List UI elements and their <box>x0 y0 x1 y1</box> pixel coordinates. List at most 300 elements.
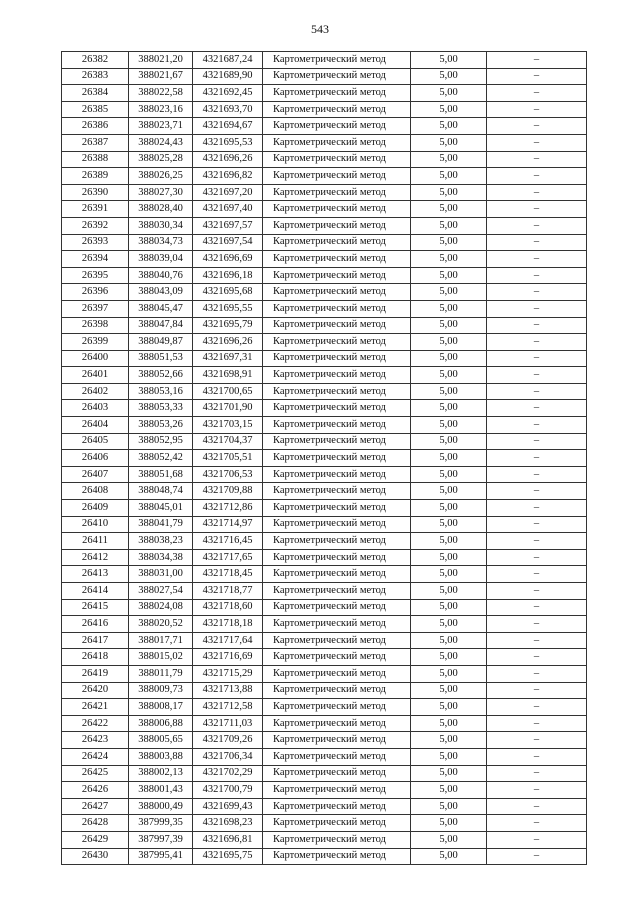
point-number-cell: 26407 <box>62 466 129 483</box>
precision-cell: 5,00 <box>411 715 487 732</box>
x-coordinate-cell: 388021,67 <box>129 68 193 85</box>
point-number-cell: 26404 <box>62 417 129 434</box>
description-cell: – <box>487 583 587 600</box>
point-number-cell: 26396 <box>62 284 129 301</box>
description-cell: – <box>487 798 587 815</box>
x-coordinate-cell: 388024,43 <box>129 134 193 151</box>
table-row <box>62 134 587 151</box>
point-number-cell: 26398 <box>62 317 129 334</box>
point-number-cell: 26391 <box>62 201 129 218</box>
x-coordinate-cell: 388020,52 <box>129 616 193 633</box>
description-cell: – <box>487 748 587 765</box>
table-row <box>62 466 587 483</box>
precision-cell: 5,00 <box>411 831 487 848</box>
precision-cell: 5,00 <box>411 765 487 782</box>
table-row <box>62 184 587 201</box>
y-coordinate-cell: 4321699,43 <box>193 798 263 815</box>
method-cell: Картометрический метод <box>263 748 411 765</box>
y-coordinate-cell: 4321693,70 <box>193 101 263 118</box>
table-row <box>62 599 587 616</box>
precision-cell: 5,00 <box>411 516 487 533</box>
table-row <box>62 831 587 848</box>
table-row <box>62 52 587 69</box>
point-number-cell: 26415 <box>62 599 129 616</box>
table-row <box>62 665 587 682</box>
precision-cell: 5,00 <box>411 533 487 550</box>
table-row <box>62 367 587 384</box>
y-coordinate-cell: 4321696,26 <box>193 151 263 168</box>
method-cell: Картометрический метод <box>263 134 411 151</box>
y-coordinate-cell: 4321701,90 <box>193 400 263 417</box>
description-cell: – <box>487 616 587 633</box>
description-cell: – <box>487 450 587 467</box>
x-coordinate-cell: 388052,42 <box>129 450 193 467</box>
description-cell: – <box>487 383 587 400</box>
x-coordinate-cell: 388011,79 <box>129 665 193 682</box>
x-coordinate-cell: 388002,13 <box>129 765 193 782</box>
x-coordinate-cell: 388023,71 <box>129 118 193 135</box>
description-cell: – <box>487 201 587 218</box>
point-number-cell: 26420 <box>62 682 129 699</box>
point-number-cell: 26393 <box>62 234 129 251</box>
description-cell: – <box>487 599 587 616</box>
y-coordinate-cell: 4321718,18 <box>193 616 263 633</box>
table-row <box>62 765 587 782</box>
y-coordinate-cell: 4321697,54 <box>193 234 263 251</box>
table-row <box>62 848 587 865</box>
precision-cell: 5,00 <box>411 52 487 69</box>
point-number-cell: 26410 <box>62 516 129 533</box>
description-cell: – <box>487 184 587 201</box>
y-coordinate-cell: 4321700,79 <box>193 782 263 799</box>
precision-cell: 5,00 <box>411 665 487 682</box>
y-coordinate-cell: 4321717,64 <box>193 632 263 649</box>
x-coordinate-cell: 388030,34 <box>129 217 193 234</box>
point-number-cell: 26419 <box>62 665 129 682</box>
point-number-cell: 26409 <box>62 500 129 517</box>
table-row <box>62 101 587 118</box>
table-row <box>62 417 587 434</box>
x-coordinate-cell: 387999,35 <box>129 815 193 832</box>
description-cell: – <box>487 251 587 268</box>
point-number-cell: 26402 <box>62 383 129 400</box>
point-number-cell: 26406 <box>62 450 129 467</box>
y-coordinate-cell: 4321692,45 <box>193 85 263 102</box>
y-coordinate-cell: 4321718,45 <box>193 566 263 583</box>
y-coordinate-cell: 4321696,26 <box>193 334 263 351</box>
y-coordinate-cell: 4321696,69 <box>193 251 263 268</box>
description-cell: – <box>487 500 587 517</box>
precision-cell: 5,00 <box>411 317 487 334</box>
point-number-cell: 26429 <box>62 831 129 848</box>
description-cell: – <box>487 649 587 666</box>
y-coordinate-cell: 4321698,91 <box>193 367 263 384</box>
precision-cell: 5,00 <box>411 101 487 118</box>
x-coordinate-cell: 388051,68 <box>129 466 193 483</box>
point-number-cell: 26414 <box>62 583 129 600</box>
description-cell: – <box>487 317 587 334</box>
precision-cell: 5,00 <box>411 118 487 135</box>
table-row <box>62 450 587 467</box>
description-cell: – <box>487 831 587 848</box>
description-cell: – <box>487 52 587 69</box>
table-row <box>62 566 587 583</box>
y-coordinate-cell: 4321713,88 <box>193 682 263 699</box>
method-cell: Картометрический метод <box>263 367 411 384</box>
table-row <box>62 433 587 450</box>
precision-cell: 5,00 <box>411 85 487 102</box>
method-cell: Картометрический метод <box>263 815 411 832</box>
y-coordinate-cell: 4321704,37 <box>193 433 263 450</box>
page-number: 543 <box>311 22 329 36</box>
point-number-cell: 26385 <box>62 101 129 118</box>
description-cell: – <box>487 300 587 317</box>
table-row <box>62 748 587 765</box>
description-cell: – <box>487 350 587 367</box>
point-number-cell: 26417 <box>62 632 129 649</box>
y-coordinate-cell: 4321695,68 <box>193 284 263 301</box>
precision-cell: 5,00 <box>411 599 487 616</box>
method-cell: Картометрический метод <box>263 85 411 102</box>
method-cell: Картометрический метод <box>263 715 411 732</box>
point-number-cell: 26422 <box>62 715 129 732</box>
description-cell: – <box>487 68 587 85</box>
x-coordinate-cell: 388015,02 <box>129 649 193 666</box>
x-coordinate-cell: 388031,00 <box>129 566 193 583</box>
precision-cell: 5,00 <box>411 798 487 815</box>
point-number-cell: 26430 <box>62 848 129 865</box>
precision-cell: 5,00 <box>411 334 487 351</box>
x-coordinate-cell: 388027,54 <box>129 583 193 600</box>
method-cell: Картометрический метод <box>263 516 411 533</box>
precision-cell: 5,00 <box>411 699 487 716</box>
coordinates-table <box>61 51 587 865</box>
method-cell: Картометрический метод <box>263 483 411 500</box>
method-cell: Картометрический метод <box>263 831 411 848</box>
description-cell: – <box>487 151 587 168</box>
x-coordinate-cell: 388021,20 <box>129 52 193 69</box>
precision-cell: 5,00 <box>411 217 487 234</box>
precision-cell: 5,00 <box>411 466 487 483</box>
point-number-cell: 26394 <box>62 251 129 268</box>
method-cell: Картометрический метод <box>263 101 411 118</box>
table-row <box>62 201 587 218</box>
point-number-cell: 26424 <box>62 748 129 765</box>
description-cell: – <box>487 217 587 234</box>
y-coordinate-cell: 4321689,90 <box>193 68 263 85</box>
table-row <box>62 549 587 566</box>
method-cell: Картометрический метод <box>263 400 411 417</box>
method-cell: Картометрический метод <box>263 798 411 815</box>
description-cell: – <box>487 334 587 351</box>
description-cell: – <box>487 699 587 716</box>
method-cell: Картометрический метод <box>263 599 411 616</box>
description-cell: – <box>487 815 587 832</box>
precision-cell: 5,00 <box>411 782 487 799</box>
x-coordinate-cell: 388041,79 <box>129 516 193 533</box>
precision-cell: 5,00 <box>411 417 487 434</box>
table-row <box>62 168 587 185</box>
y-coordinate-cell: 4321696,82 <box>193 168 263 185</box>
description-cell: – <box>487 516 587 533</box>
point-number-cell: 26425 <box>62 765 129 782</box>
description-cell: – <box>487 732 587 749</box>
description-cell: – <box>487 566 587 583</box>
description-cell: – <box>487 234 587 251</box>
description-cell: – <box>487 284 587 301</box>
method-cell: Картометрический метод <box>263 533 411 550</box>
y-coordinate-cell: 4321697,57 <box>193 217 263 234</box>
method-cell: Картометрический метод <box>263 334 411 351</box>
method-cell: Картометрический метод <box>263 68 411 85</box>
precision-cell: 5,00 <box>411 234 487 251</box>
table-row <box>62 217 587 234</box>
x-coordinate-cell: 388000,49 <box>129 798 193 815</box>
y-coordinate-cell: 4321695,75 <box>193 848 263 865</box>
table-row <box>62 317 587 334</box>
precision-cell: 5,00 <box>411 566 487 583</box>
method-cell: Картометрический метод <box>263 665 411 682</box>
point-number-cell: 26384 <box>62 85 129 102</box>
y-coordinate-cell: 4321718,60 <box>193 599 263 616</box>
table-row <box>62 699 587 716</box>
y-coordinate-cell: 4321706,53 <box>193 466 263 483</box>
method-cell: Картометрический метод <box>263 583 411 600</box>
table-row <box>62 632 587 649</box>
x-coordinate-cell: 388027,30 <box>129 184 193 201</box>
description-cell: – <box>487 85 587 102</box>
table-row <box>62 732 587 749</box>
method-cell: Картометрический метод <box>263 168 411 185</box>
method-cell: Картометрический метод <box>263 383 411 400</box>
method-cell: Картометрический метод <box>263 52 411 69</box>
x-coordinate-cell: 388022,58 <box>129 85 193 102</box>
table-row <box>62 234 587 251</box>
point-number-cell: 26423 <box>62 732 129 749</box>
y-coordinate-cell: 4321716,45 <box>193 533 263 550</box>
x-coordinate-cell: 388005,65 <box>129 732 193 749</box>
method-cell: Картометрический метод <box>263 284 411 301</box>
precision-cell: 5,00 <box>411 134 487 151</box>
point-number-cell: 26428 <box>62 815 129 832</box>
method-cell: Картометрический метод <box>263 765 411 782</box>
y-coordinate-cell: 4321697,31 <box>193 350 263 367</box>
x-coordinate-cell: 387997,39 <box>129 831 193 848</box>
precision-cell: 5,00 <box>411 649 487 666</box>
method-cell: Картометрический метод <box>263 466 411 483</box>
precision-cell: 5,00 <box>411 201 487 218</box>
precision-cell: 5,00 <box>411 251 487 268</box>
table-row <box>62 350 587 367</box>
table-row <box>62 533 587 550</box>
y-coordinate-cell: 4321715,29 <box>193 665 263 682</box>
point-number-cell: 26421 <box>62 699 129 716</box>
method-cell: Картометрический метод <box>263 417 411 434</box>
x-coordinate-cell: 388028,40 <box>129 201 193 218</box>
table-row <box>62 500 587 517</box>
table-row <box>62 583 587 600</box>
table-row <box>62 798 587 815</box>
precision-cell: 5,00 <box>411 500 487 517</box>
y-coordinate-cell: 4321696,81 <box>193 831 263 848</box>
precision-cell: 5,00 <box>411 367 487 384</box>
precision-cell: 5,00 <box>411 151 487 168</box>
y-coordinate-cell: 4321705,51 <box>193 450 263 467</box>
point-number-cell: 26395 <box>62 267 129 284</box>
x-coordinate-cell: 388025,28 <box>129 151 193 168</box>
x-coordinate-cell: 388045,01 <box>129 500 193 517</box>
table-row <box>62 483 587 500</box>
x-coordinate-cell: 388017,71 <box>129 632 193 649</box>
x-coordinate-cell: 388038,23 <box>129 533 193 550</box>
table-row <box>62 682 587 699</box>
y-coordinate-cell: 4321698,23 <box>193 815 263 832</box>
table-row <box>62 300 587 317</box>
method-cell: Картометрический метод <box>263 217 411 234</box>
description-cell: – <box>487 682 587 699</box>
coordinates-table-body <box>62 52 587 865</box>
precision-cell: 5,00 <box>411 168 487 185</box>
method-cell: Картометрический метод <box>263 433 411 450</box>
description-cell: – <box>487 632 587 649</box>
method-cell: Картометрический метод <box>263 317 411 334</box>
x-coordinate-cell: 388026,25 <box>129 168 193 185</box>
table-row <box>62 334 587 351</box>
method-cell: Картометрический метод <box>263 500 411 517</box>
table-row <box>62 782 587 799</box>
table-row <box>62 516 587 533</box>
y-coordinate-cell: 4321702,29 <box>193 765 263 782</box>
x-coordinate-cell: 387995,41 <box>129 848 193 865</box>
table-row <box>62 815 587 832</box>
precision-cell: 5,00 <box>411 184 487 201</box>
description-cell: – <box>487 101 587 118</box>
precision-cell: 5,00 <box>411 583 487 600</box>
precision-cell: 5,00 <box>411 549 487 566</box>
description-cell: – <box>487 549 587 566</box>
y-coordinate-cell: 4321700,65 <box>193 383 263 400</box>
method-cell: Картометрический метод <box>263 649 411 666</box>
point-number-cell: 26401 <box>62 367 129 384</box>
x-coordinate-cell: 388003,88 <box>129 748 193 765</box>
y-coordinate-cell: 4321716,69 <box>193 649 263 666</box>
method-cell: Картометрический метод <box>263 267 411 284</box>
method-cell: Картометрический метод <box>263 732 411 749</box>
description-cell: – <box>487 267 587 284</box>
point-number-cell: 26387 <box>62 134 129 151</box>
point-number-cell: 26427 <box>62 798 129 815</box>
point-number-cell: 26399 <box>62 334 129 351</box>
description-cell: – <box>487 400 587 417</box>
point-number-cell: 26411 <box>62 533 129 550</box>
x-coordinate-cell: 388053,26 <box>129 417 193 434</box>
point-number-cell: 26388 <box>62 151 129 168</box>
description-cell: – <box>487 466 587 483</box>
point-number-cell: 26382 <box>62 52 129 69</box>
x-coordinate-cell: 388047,84 <box>129 317 193 334</box>
point-number-cell: 26408 <box>62 483 129 500</box>
method-cell: Картометрический метод <box>263 682 411 699</box>
table-row <box>62 715 587 732</box>
precision-cell: 5,00 <box>411 815 487 832</box>
method-cell: Картометрический метод <box>263 151 411 168</box>
description-cell: – <box>487 433 587 450</box>
x-coordinate-cell: 388034,38 <box>129 549 193 566</box>
y-coordinate-cell: 4321687,24 <box>193 52 263 69</box>
y-coordinate-cell: 4321697,20 <box>193 184 263 201</box>
table-row <box>62 85 587 102</box>
precision-cell: 5,00 <box>411 284 487 301</box>
precision-cell: 5,00 <box>411 433 487 450</box>
x-coordinate-cell: 388039,04 <box>129 251 193 268</box>
description-cell: – <box>487 118 587 135</box>
precision-cell: 5,00 <box>411 400 487 417</box>
table-row <box>62 267 587 284</box>
x-coordinate-cell: 388049,87 <box>129 334 193 351</box>
precision-cell: 5,00 <box>411 632 487 649</box>
description-cell: – <box>487 367 587 384</box>
y-coordinate-cell: 4321703,15 <box>193 417 263 434</box>
method-cell: Картометрический метод <box>263 251 411 268</box>
point-number-cell: 26403 <box>62 400 129 417</box>
precision-cell: 5,00 <box>411 483 487 500</box>
y-coordinate-cell: 4321695,55 <box>193 300 263 317</box>
precision-cell: 5,00 <box>411 350 487 367</box>
table-row <box>62 284 587 301</box>
x-coordinate-cell: 388048,74 <box>129 483 193 500</box>
method-cell: Картометрический метод <box>263 201 411 218</box>
x-coordinate-cell: 388053,16 <box>129 383 193 400</box>
method-cell: Картометрический метод <box>263 184 411 201</box>
x-coordinate-cell: 388001,43 <box>129 782 193 799</box>
x-coordinate-cell: 388045,47 <box>129 300 193 317</box>
precision-cell: 5,00 <box>411 267 487 284</box>
method-cell: Картометрический метод <box>263 549 411 566</box>
y-coordinate-cell: 4321712,58 <box>193 699 263 716</box>
y-coordinate-cell: 4321694,67 <box>193 118 263 135</box>
y-coordinate-cell: 4321717,65 <box>193 549 263 566</box>
description-cell: – <box>487 715 587 732</box>
y-coordinate-cell: 4321695,79 <box>193 317 263 334</box>
x-coordinate-cell: 388053,33 <box>129 400 193 417</box>
y-coordinate-cell: 4321718,77 <box>193 583 263 600</box>
x-coordinate-cell: 388040,76 <box>129 267 193 284</box>
description-cell: – <box>487 483 587 500</box>
precision-cell: 5,00 <box>411 300 487 317</box>
precision-cell: 5,00 <box>411 450 487 467</box>
description-cell: – <box>487 782 587 799</box>
point-number-cell: 26390 <box>62 184 129 201</box>
point-number-cell: 26389 <box>62 168 129 185</box>
x-coordinate-cell: 388009,73 <box>129 682 193 699</box>
x-coordinate-cell: 388052,66 <box>129 367 193 384</box>
description-cell: – <box>487 417 587 434</box>
x-coordinate-cell: 388051,53 <box>129 350 193 367</box>
precision-cell: 5,00 <box>411 68 487 85</box>
description-cell: – <box>487 665 587 682</box>
point-number-cell: 26405 <box>62 433 129 450</box>
description-cell: – <box>487 533 587 550</box>
description-cell: – <box>487 168 587 185</box>
precision-cell: 5,00 <box>411 732 487 749</box>
precision-cell: 5,00 <box>411 383 487 400</box>
table-row <box>62 616 587 633</box>
method-cell: Картометрический метод <box>263 118 411 135</box>
method-cell: Картометрический метод <box>263 616 411 633</box>
point-number-cell: 26413 <box>62 566 129 583</box>
point-number-cell: 26412 <box>62 549 129 566</box>
description-cell: – <box>487 134 587 151</box>
